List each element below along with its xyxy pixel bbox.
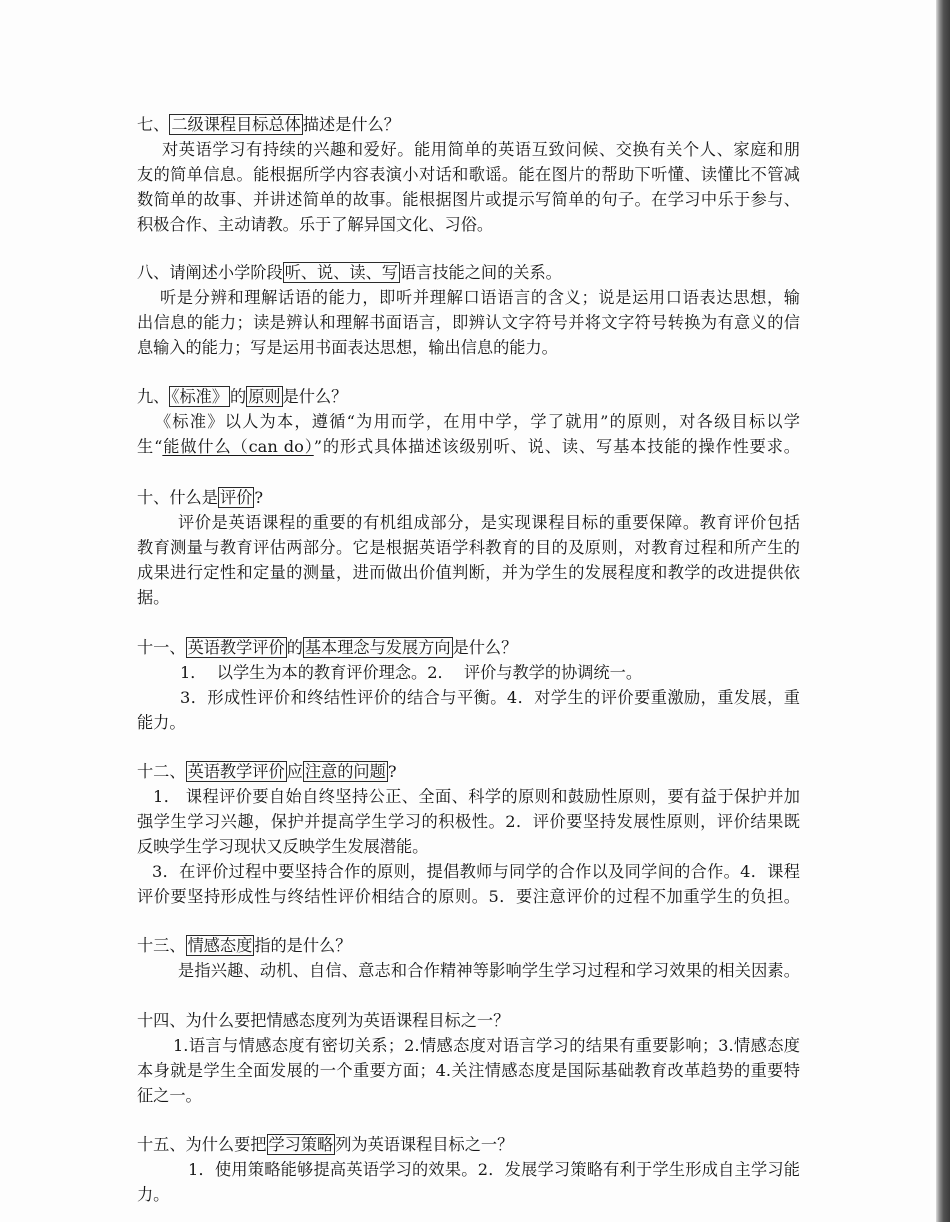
answer-line: 能力。 [137,713,186,732]
answer-line: 反映学生学习现状又反映学生发展潜能。 [137,837,429,856]
line-text: 生“ [137,437,163,456]
boxed-term: 二级课程目标总体 [171,115,301,134]
heading-text: 是什么？ [282,387,348,406]
answer-line: 评价是英语课程的重要的有机组成部分，是实现课程目标的重要保障。教育评价包括 [178,513,800,532]
answer-line: 对英语学习有持续的兴趣和爱好。能用简单的英语互致问候、交换有关个人、家庭和朋 [162,140,800,159]
heading-number: 七、 [137,115,170,134]
question-heading [137,112,800,137]
section-q15 [137,1132,800,1207]
question-heading [137,933,800,958]
heading-text: 的 [230,387,247,406]
section-q7 [137,112,800,237]
heading-text: 的 [286,638,303,657]
boxed-term: 评价 [219,488,253,507]
question-heading: 十四、为什么要把情感态度列为英语课程目标之一？ [137,1011,510,1030]
answer-line: 息输入的能力；写是运用书面表达思想，输出信息的能力。 [137,338,558,357]
section-q9 [137,384,800,459]
question-heading [137,635,800,660]
answer-line: 本身就是学生全面发展的一个重要方面；4.关注情感态度是国际基础教育改革趋势的重要特 [137,1061,800,1080]
heading-number: 十二、 [137,762,186,781]
heading-text: 十五、为什么要把 [137,1135,267,1154]
answer-line: 出信息的能力；读是辨认和理解书面语言，即辨认文字符号并将文字符号转换为有意义的信 [137,313,800,332]
boxed-term: 基本理念与发展方向 [304,638,451,657]
answer-line: 强学生学习兴趣，保护并提高学生学习的积极性。2．评价要坚持发展性原则，评价结果既 [137,812,800,831]
section-q8 [137,260,800,360]
answer-line: 力。 [137,1185,170,1204]
question-heading [137,260,800,285]
answer-line: 成果进行定性和定量的测量，进而做出价值判断，并为学生的发展程度和教学的改进提供依 [137,563,800,582]
heading-text: ? [254,488,263,507]
boxed-term: 学习策略 [268,1135,334,1154]
section-q11 [137,635,800,735]
answer-line: 教育测量与教育评估两部分。它是根据英语学科教育的目的及原则，对教育过程和所产生的 [137,538,800,557]
answer-line: 积极合作、主动请教。乐于了解异国文化、习俗。 [137,215,494,234]
answer-line: 1．使用策略能够提高英语学习的效果。2．发展学习策略有利于学生形成自主学习能 [188,1160,800,1179]
heading-text: 十、什么是 [137,488,218,507]
heading-text: 是什么？ [452,638,518,657]
boxed-term: 原则 [248,387,281,406]
heading-text: 八、请阐述小学阶段 [137,263,283,282]
boxed-term: 英语教学评价 [187,638,285,657]
heading-text: 描述是什么？ [302,115,400,134]
heading-text: 指的是什么？ [254,936,352,955]
boxed-term: 英语教学评价 [187,762,285,781]
section-q14 [137,1008,800,1108]
boxed-term: 《标准》 [171,387,229,406]
page-edge-shadow [936,0,950,1222]
heading-number: 十三、 [137,936,186,955]
line-text: ”的形式具体描述该级别听、说、读、写基本技能的操作性要求。 [313,437,800,456]
heading-text: ? [387,762,397,781]
boxed-term: 情感态度 [187,936,253,955]
answer-line: 友的简单信息。能根据所学内容表演小对话和歌谣。能在图片的帮助下听懂、读懂比不管减 [137,165,800,184]
answer-line: 是指兴趣、动机、自信、意志和合作精神等影响学生学习过程和学习效果的相关因素。 [178,961,800,980]
section-q12 [137,759,800,909]
answer-line: 数简单的故事、并讲述简单的故事。能根据图片或提示写简单的句子。在学习中乐于参与、 [137,190,800,209]
heading-text: 列为英语课程目标之一？ [335,1135,514,1154]
heading-text: 应 [286,762,303,781]
answer-line: 据。 [137,588,170,607]
question-heading [137,485,800,510]
answer-line [137,434,800,459]
section-q10 [137,485,800,610]
boxed-term: 听、说、读、写 [284,263,398,282]
question-heading [137,384,800,409]
question-heading [137,759,800,784]
section-q13 [137,933,800,983]
answer-line: 听是分辨和理解话语的能力，即听并理解口语语言的含义；说是运用口语表达思想，输 [160,288,800,307]
heading-text: 语言技能之间的关系。 [400,263,562,282]
underlined-term: 能做什么（can do） [162,437,314,456]
heading-number: 九、 [137,387,170,406]
answer-line: 1． 以学生为本的教育评价理念。2． 评价与教学的协调统一。 [180,663,643,682]
answer-line: 3．形成性评价和终结性评价的结合与平衡。4．对学生的评价要重激励，重发展，重 [180,688,800,707]
answer-line: 征之一。 [137,1086,202,1105]
heading-number: 十一、 [137,638,186,657]
answer-line: 1． 课程评价要自始自终坚持公正、全面、科学的原则和鼓励性原则，要有益于保护并加 [153,787,800,806]
answer-line: 1.语言与情感态度有密切关系；2.情感态度对语言学习的结果有重要影响；3.情感态度 [173,1036,800,1055]
answer-line: 《标准》以人为本，遵循“为用而学，在用中学，学了就用”的原则，对各级目标以学 [155,412,800,431]
boxed-term: 注意的问题 [304,762,386,781]
answer-line: 3．在评价过程中要坚持合作的原则，提倡教师与同学的合作以及同学间的合作。4．课程 [152,862,800,881]
answer-line: 评价要坚持形成性与终结性评价相结合的原则。5．要注意评价的过程不加重学生的负担。 [137,887,800,906]
question-heading [137,1132,800,1157]
